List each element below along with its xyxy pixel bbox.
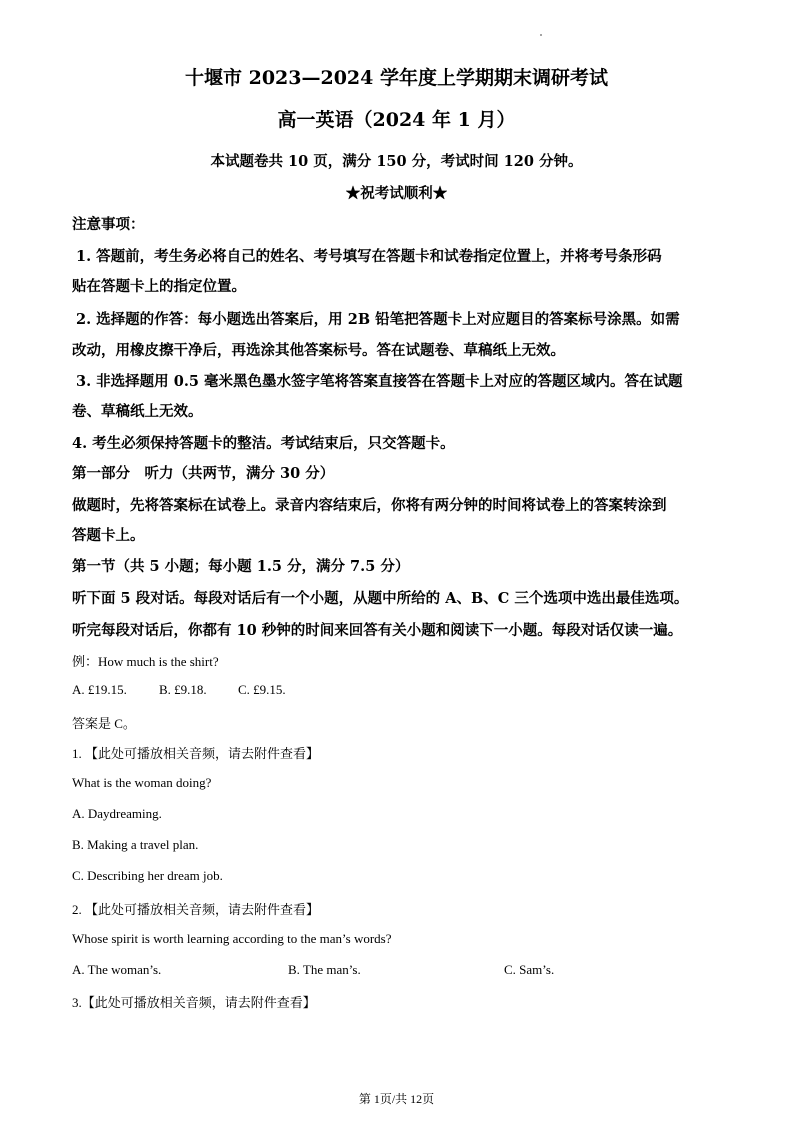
example-answer: 答案是 C。 (72, 716, 136, 731)
q1-option-b: B. Making a travel plan. (72, 837, 199, 852)
q2-option-a: A. The woman’s. (72, 962, 162, 977)
part1-instruction-line-2: 答题卡上。 (72, 527, 145, 544)
example-option-a: A. £19.15. (72, 682, 127, 697)
exam-info: 本试题卷共 10 页，满分 150 分，考试时间 120 分钟。 (210, 153, 583, 170)
note-2-line-1: 2. 选择题的作答：每小题选出答案后，用 2B 铅笔把答题卡上对应题目的答案标号涂黑。如需 (76, 311, 680, 328)
q1-option-c: C. Describing her dream job. (72, 868, 223, 883)
exam-subtitle: 高一英语（2024 年 1 月） (277, 109, 516, 131)
part1-instruction-line-1: 做题时，先将答案标在试卷上。录音内容结束后，你将有两分钟的时间将试卷上的答案转涂到 (72, 497, 667, 514)
example-question: 例：How much is the shirt? (72, 654, 219, 669)
notes-heading: 注意事项： (72, 216, 145, 233)
note-4: 4. 考生必须保持答题卡的整洁。考试结束后，只交答题卡。 (72, 435, 455, 452)
section1-heading: 第一节（共 5 小题；每小题 1.5 分，满分 7.5 分） (72, 558, 410, 575)
example-option-b: B. £9.18. (159, 682, 207, 697)
note-2-line-2: 改动，用橡皮擦干净后，再选涂其他答案标号。答在试题卷、草稿纸上无效。 (72, 342, 565, 359)
part1-heading: 第一部分 听力（共两节，满分 30 分） (72, 465, 335, 482)
note-1-line-2: 贴在答题卡上的指定位置。 (72, 278, 246, 295)
example-option-c: C. £9.15. (238, 682, 286, 697)
page-number: 第 1页/共 12页 (358, 1092, 435, 1106)
q1-option-a: A. Daydreaming. (72, 806, 162, 821)
exam-wish: ★祝考试顺利★ (345, 185, 448, 202)
q3-audio-notice: 3.【此处可播放相关音频，请去附件查看】 (72, 995, 316, 1010)
q2-option-b: B. The man’s. (288, 962, 361, 977)
note-1-line-1: 1. 答题前，考生务必将自己的姓名、考号填写在答题卡和试卷指定位置上，并将考号条形码 (76, 248, 662, 265)
scan-dot (540, 34, 542, 36)
q1-question: What is the woman doing? (72, 775, 212, 790)
note-3-line-1: 3. 非选择题用 0.5 毫米黑色墨水签字笔将答案直接答在答题卡上对应的答题区域内。答在试题 (76, 373, 683, 390)
note-3-line-2: 卷、草稿纸上无效。 (72, 403, 203, 420)
exam-title: 十堰市 2023—2024 学年度上学期期末调研考试 (185, 67, 608, 89)
q1-audio-notice: 1. 【此处可播放相关音频，请去附件查看】 (72, 746, 320, 761)
section1-instruction-line-1: 听下面 5 段对话。每段对话后有一个小题，从题中所给的 A、B、C 三个选项中选出最佳选项。 (72, 590, 689, 607)
q2-audio-notice: 2. 【此处可播放相关音频，请去附件查看】 (72, 902, 320, 917)
section1-instruction-line-2: 听完每段对话后，你都有 10 秒钟的时间来回答有关小题和阅读下一小题。每段对话仅读一遍。 (72, 622, 683, 639)
q2-question: Whose spirit is worth learning according to the man’s words? (72, 931, 392, 946)
q2-option-c: C. Sam’s. (504, 962, 555, 977)
